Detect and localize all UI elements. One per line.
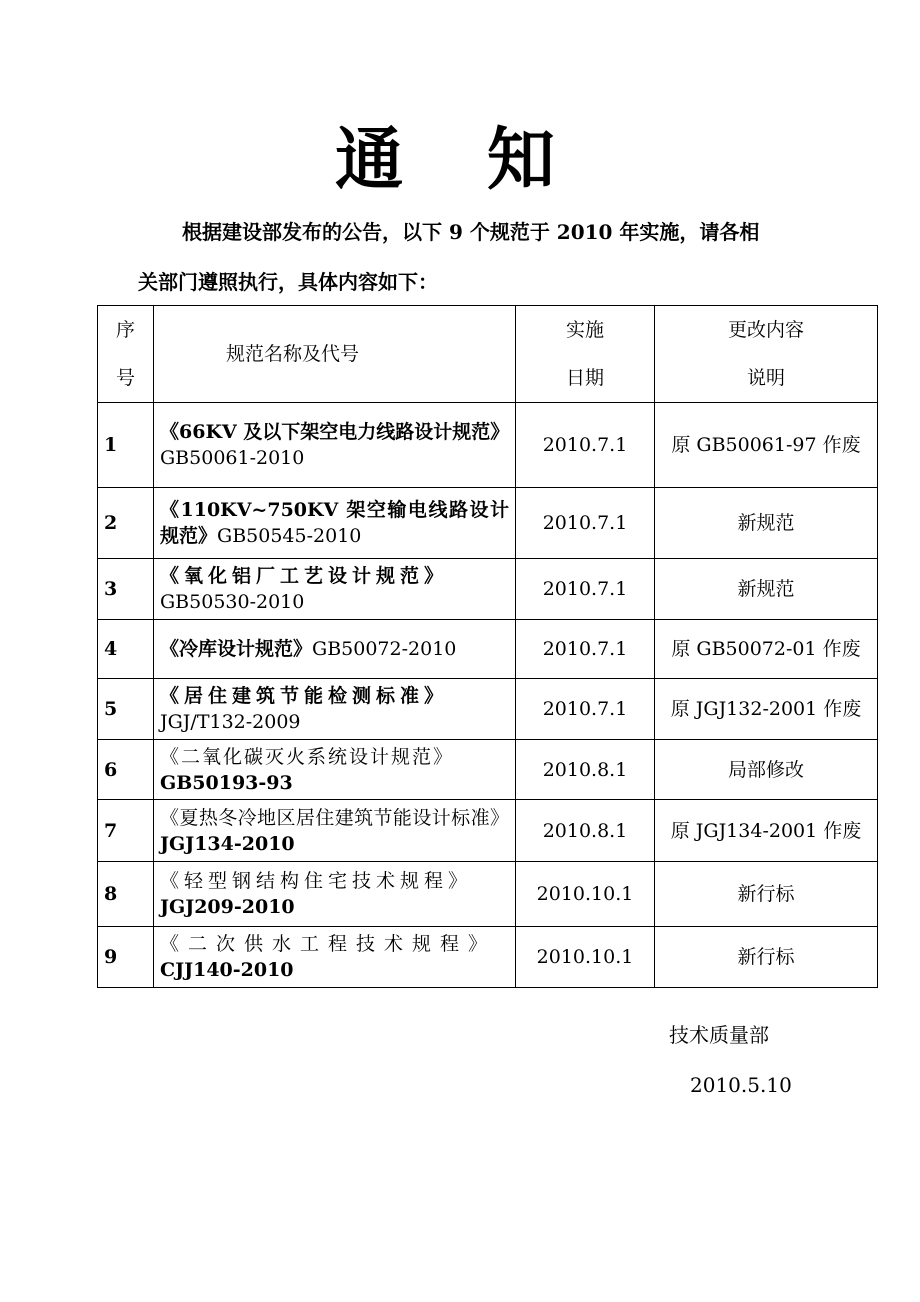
row-no: 4 — [98, 620, 154, 679]
row-name: 《二氧化碳灭火系统设计规范》 GB50193-93 — [154, 740, 516, 800]
row-no: 5 — [98, 679, 154, 740]
row-date: 2010.7.1 — [516, 488, 655, 559]
table-row — [98, 488, 878, 559]
row-name: 《轻型钢结构住宅技术规程》 JGJ209-2010 — [154, 862, 516, 927]
signature-date: 2010.5.10 — [690, 1073, 792, 1097]
table-row — [98, 927, 878, 988]
table-row — [98, 800, 878, 862]
row-date: 2010.7.1 — [516, 403, 655, 488]
standards-table — [97, 305, 878, 988]
row-date: 2010.7.1 — [516, 620, 655, 679]
row-no: 6 — [98, 740, 154, 800]
row-date: 2010.8.1 — [516, 740, 655, 800]
table-row — [98, 862, 878, 927]
table-row — [98, 403, 878, 488]
row-note: 原 JGJ134-2001 作废 — [655, 800, 878, 862]
intro-line-2: 关部门遵照执行，具体内容如下： — [138, 270, 438, 294]
notice-title: 通 知 — [335, 121, 585, 200]
row-no: 1 — [98, 403, 154, 488]
row-name: 《冷库设计规范》GB50072-2010 — [154, 620, 516, 679]
row-no: 8 — [98, 862, 154, 927]
row-date: 2010.7.1 — [516, 559, 655, 620]
row-no: 7 — [98, 800, 154, 862]
row-name: 《110KV~750KV 架空输电线路设计规范》GB50545-2010 — [154, 488, 516, 559]
row-date: 2010.7.1 — [516, 679, 655, 740]
header-date: 实施 日期 — [516, 306, 655, 403]
row-no: 3 — [98, 559, 154, 620]
row-name: 《二次供水工程技术规程》 CJJ140-2010 — [154, 927, 516, 988]
row-note: 局部修改 — [655, 740, 878, 800]
table-header-row — [98, 306, 878, 403]
row-note: 原 JGJ132-2001 作废 — [655, 679, 878, 740]
header-name: 规范名称及代号 — [154, 306, 516, 403]
row-name: 《氧化铝厂工艺设计规范》 GB50530-2010 — [154, 559, 516, 620]
row-name: 《居住建筑节能检测标准》 JGJ/T132-2009 — [154, 679, 516, 740]
row-date: 2010.8.1 — [516, 800, 655, 862]
row-note: 原 GB50072-01 作废 — [655, 620, 878, 679]
table-row — [98, 559, 878, 620]
row-note: 新行标 — [655, 862, 878, 927]
intro-line-1: 根据建设部发布的公告，以下 9 个规范于 2010 年实施，请各相 — [182, 220, 760, 244]
row-note: 新规范 — [655, 559, 878, 620]
table-row — [98, 679, 878, 740]
header-note: 更改内容 说明 — [655, 306, 878, 403]
row-name: 《66KV 及以下架空电力线路设计规范》GB50061-2010 — [154, 403, 516, 488]
row-date: 2010.10.1 — [516, 862, 655, 927]
table-row — [98, 620, 878, 679]
signature-department: 技术质量部 — [669, 1023, 769, 1047]
row-note: 新规范 — [655, 488, 878, 559]
row-no: 9 — [98, 927, 154, 988]
header-no: 序 号 — [98, 306, 154, 403]
row-name: 《夏热冬冷地区居住建筑节能设计标准》JGJ134-2010 — [154, 800, 516, 862]
row-note: 原 GB50061-97 作废 — [655, 403, 878, 488]
table-row — [98, 740, 878, 800]
row-date: 2010.10.1 — [516, 927, 655, 988]
row-no: 2 — [98, 488, 154, 559]
row-note: 新行标 — [655, 927, 878, 988]
